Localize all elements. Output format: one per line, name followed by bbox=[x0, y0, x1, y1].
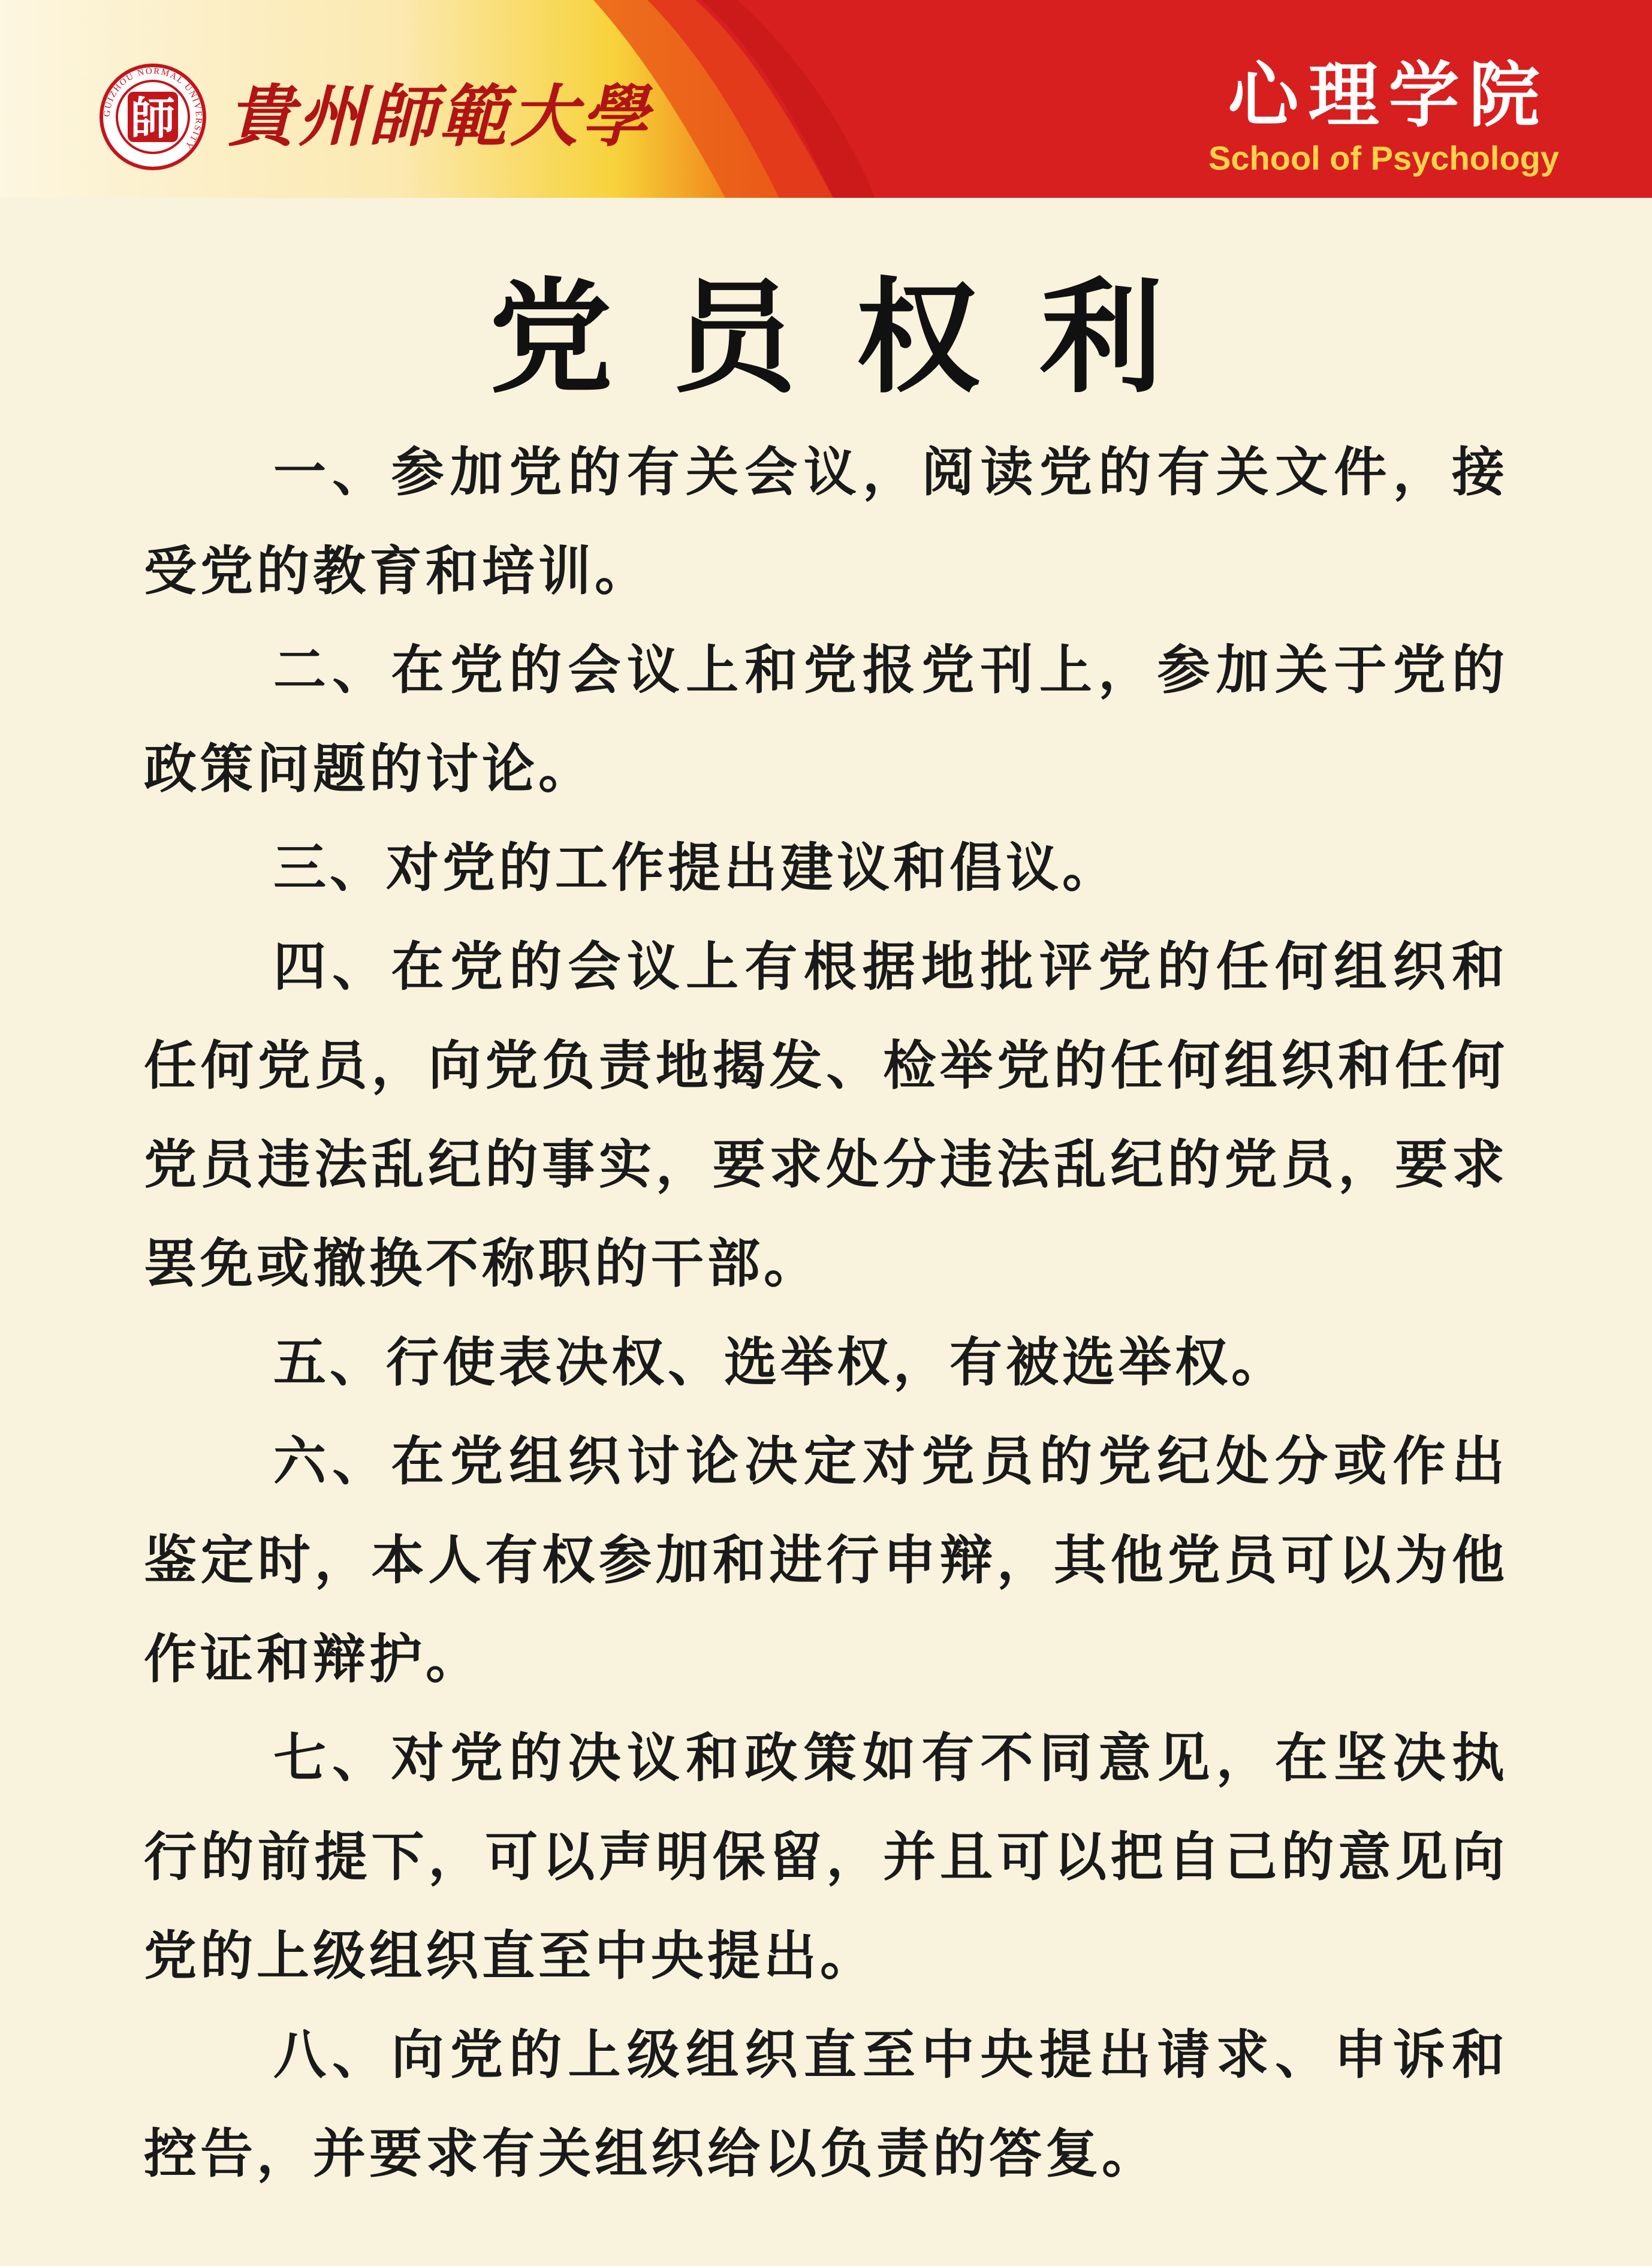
department-name-en: School of Psychology bbox=[1208, 138, 1559, 177]
university-name: 貴州師範大學 bbox=[227, 77, 652, 156]
department-label bbox=[1208, 54, 1559, 177]
rights-item-4: 四、在党的会议上有根据地批评党的任何组织和任何党员，向党负责地揭发、检举党的任何组织和任何党员违法乱纪的事实，要求处分违法乱纪的党员，要求罢免或撤换不称职的干部。 bbox=[144, 936, 1508, 1294]
seal-character: 師 bbox=[131, 93, 175, 144]
rights-item-7: 七、对党的决议和政策如有不同意见，在坚决执行的前提下，可以声明保留，并且可以把自己的意见向党的上级组织直至中央提出。 bbox=[144, 1727, 1508, 1987]
university-logo bbox=[99, 63, 652, 171]
seal-ring-text: GUIZHOU NORMAL UNIVERSITY bbox=[102, 66, 204, 152]
rights-list bbox=[144, 423, 1508, 2203]
rights-item-3: 三、对党的工作提出建议和倡议。 bbox=[273, 837, 1119, 899]
header-banner bbox=[0, 0, 1652, 198]
university-seal bbox=[99, 63, 207, 171]
page-title: 党员权利 bbox=[489, 265, 1223, 410]
rights-item-5: 五、行使表决权、选举权，有被选举权。 bbox=[273, 1331, 1288, 1393]
rights-item-2: 二、在党的会议上和党报党刊上，参加关于党的政策问题的讨论。 bbox=[144, 639, 1508, 800]
department-name-cn: 心理学院 bbox=[1228, 54, 1549, 137]
rights-item-8: 八、向党的上级组织直至中央提出请求、申诉和控告，并要求有关组织给以负责的答复。 bbox=[144, 2024, 1508, 2184]
rights-item-6: 六、在党组织讨论决定对党员的党纪处分或作出鉴定时，本人有权参加和进行申辩，其他党员可以为他作证和辩护。 bbox=[144, 1430, 1508, 1690]
rights-item-1: 一、参加党的有关会议，阅读党的有关文件，接受党的教育和培训。 bbox=[144, 441, 1508, 602]
